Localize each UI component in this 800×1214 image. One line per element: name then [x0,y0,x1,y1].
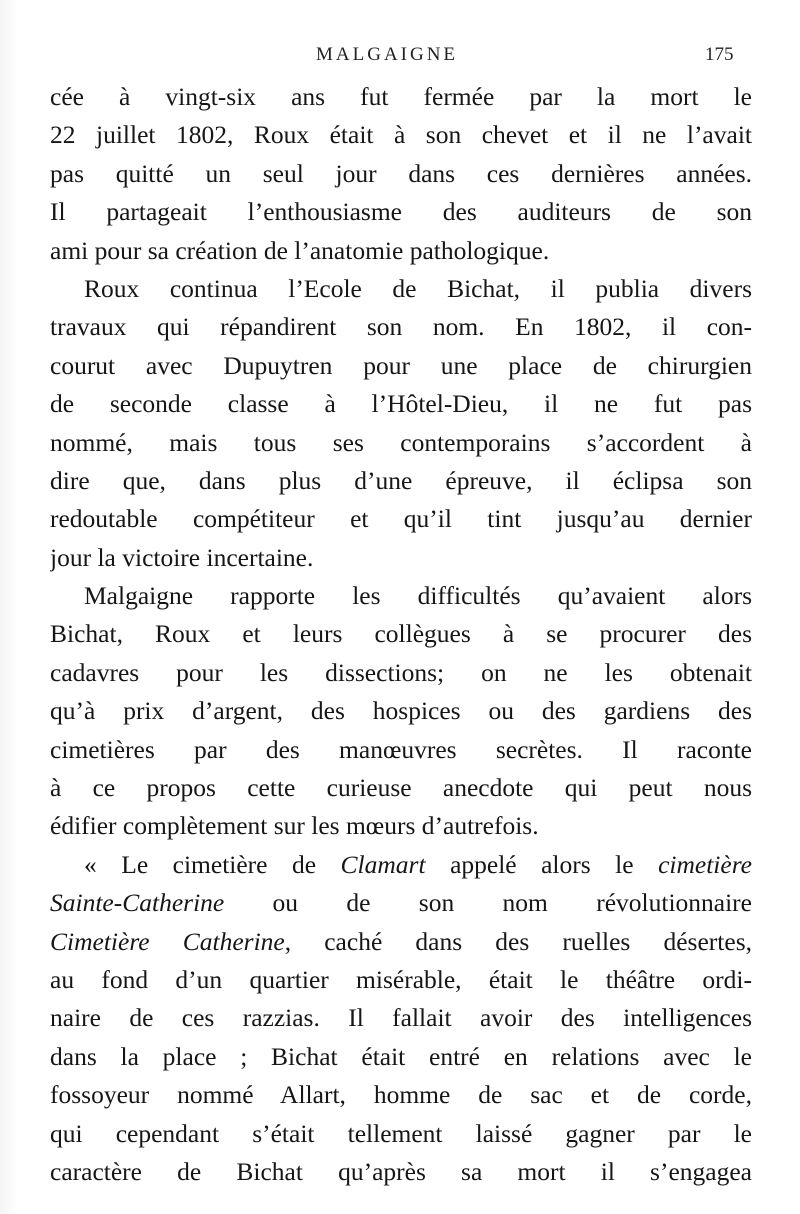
text-line [50,347,752,385]
text-segment: cée à vingt-six ans fut fermée par la mort le [50,82,752,111]
text-segment: qu’à prix d’argent, des hospices ou des gardiens des [50,696,752,726]
text-segment: à ce propos cette curieuse anecdote qui peut nous [50,773,752,803]
text-segment: qui cependant s’était tellement laissé gagner par le [50,1118,752,1148]
italic-text-segment: Cimetière Catherine [50,926,285,956]
text-segment: édifier complètement sur les mœurs d’autrefois. [50,811,539,841]
text-segment: travaux qui répandirent son nom. En 1802, il con- [50,312,752,342]
text-segment: Bichat, Roux et leurs collègues à se procurer des [50,619,752,649]
running-header [0,44,800,72]
text-segment: dans la place ; Bichat était entré en relations avec le [50,1041,752,1071]
text-line [50,999,752,1037]
text-line [50,923,752,961]
text-line [50,654,752,692]
text-segment: au fond d’un quartier misérable, était le théâtre ordi- [50,964,752,994]
text-line [50,1153,752,1191]
text-line [50,232,752,270]
text-segment: ou de son nom révolutionnaire [224,888,752,918]
text-segment: appelé alors le [425,849,659,879]
text-segment: caractère de Bichat qu’après sa mort il s’engagea [50,1156,752,1186]
text-line [50,500,752,538]
text-segment: naire de ces razzias. Il fallait avoir des intelligences [50,1003,752,1033]
text-segment: ami pour sa création de l’anatomie pathologique. [50,235,550,265]
text-segment: , caché dans des ruelles désertes, [284,926,752,956]
scan-edge-shadow [0,0,18,1214]
text-line [50,1115,752,1153]
text-segment: courut avec Dupuytren pour une place de chirurgien [50,350,752,380]
text-line [50,1038,752,1076]
text-segment: nommé, mais tous ses contemporains s’accordent à [50,427,752,457]
text-segment: fossoyeur nommé Allart, homme de sac et de corde, [50,1080,752,1110]
text-line [50,155,752,193]
paragraph-first-line [50,577,752,615]
text-segment: Il partageait l’enthousiasme des auditeurs de son [50,197,752,227]
italic-text-segment: cimetière [658,849,752,879]
text-line [50,615,752,653]
text-segment: redoutable compétiteur et qu’il tint jusqu’au dernier [50,504,752,534]
text-segment: Roux continua l’Ecole de Bichat, il publia divers [84,273,752,303]
paragraph-first-line [50,846,752,884]
text-line [50,116,752,154]
text-segment: pas quitté un seul jour dans ces dernières années. [50,158,752,188]
text-line [50,807,752,845]
text-segment: jour la victoire incertaine. [50,542,314,572]
italic-text-segment: Clamart [340,849,426,879]
page-number: 175 [705,44,734,65]
text-segment: cadavres pour les dissections; on ne les obtenait [50,657,752,687]
text-line [50,78,752,116]
text-line [50,731,752,769]
text-line [50,692,752,730]
running-title: MALGAIGNE [316,44,459,65]
text-line [50,539,752,577]
text-segment: « Le cimetière de [84,849,341,879]
body-text [50,78,752,1191]
text-line [50,385,752,423]
text-segment: dire que, dans plus d’une épreuve, il éclipsa son [50,465,752,495]
text-line [50,1076,752,1114]
text-line [50,193,752,231]
text-segment: cimetières par des manœuvres secrètes. Il raconte [50,734,752,764]
text-line [50,961,752,999]
text-segment: Malgaigne rapporte les difficultés qu’avaient alors [84,581,752,611]
text-segment: 22 juillet 1802, Roux était à son chevet et il ne l’avait [50,120,752,150]
text-line [50,462,752,500]
paragraph-first-line [50,270,752,308]
text-segment: de seconde classe à l’Hôtel-Dieu, il ne fut pas [50,389,752,419]
text-line [50,308,752,346]
italic-text-segment: Sainte-Catherine [50,888,225,918]
text-line [50,769,752,807]
text-line [50,884,752,922]
text-line [50,424,752,462]
